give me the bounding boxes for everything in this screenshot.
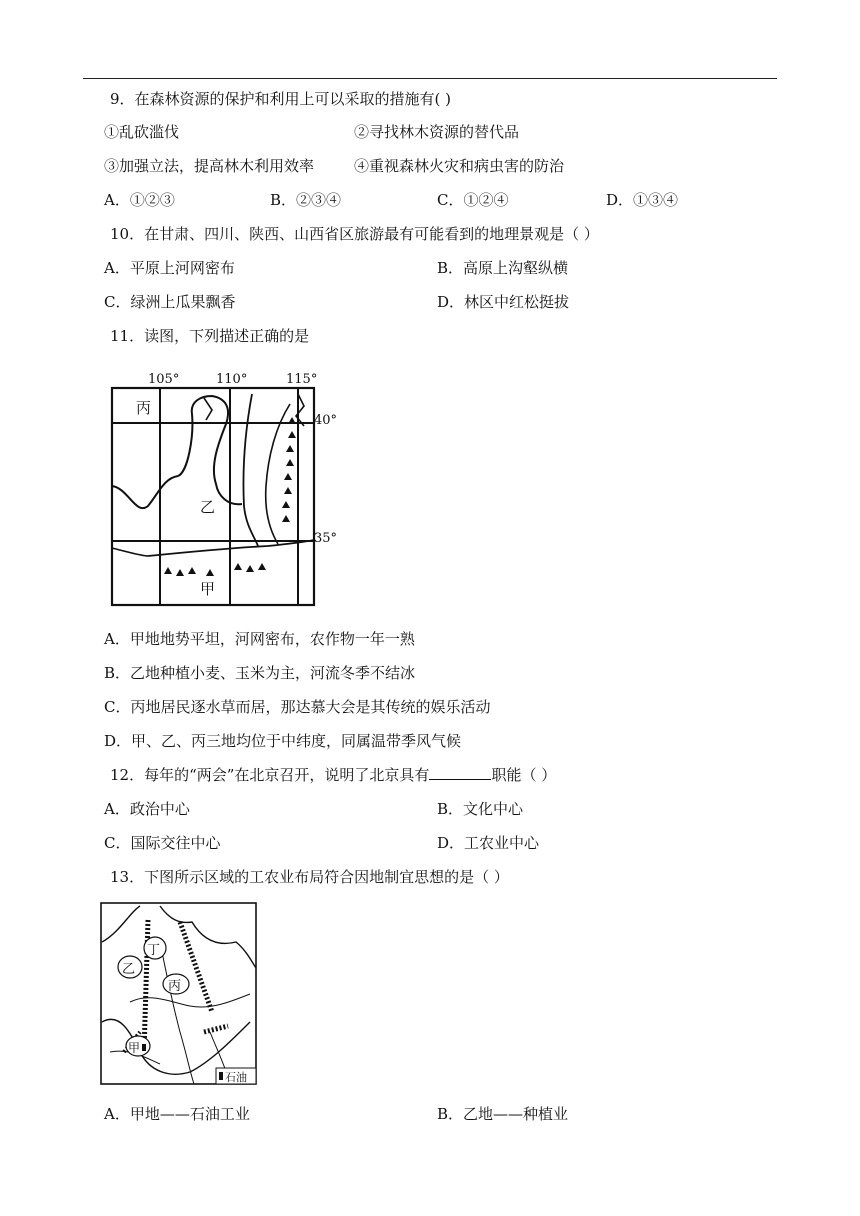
q11-map [108,366,348,608]
q11-map-lat-40: 40° [314,413,338,428]
q9-item-2: ②寻找林木资源的替代品 [354,123,520,141]
q11-map-lon-110: 110° [216,372,248,387]
q13-legend-oil-icon [219,1072,223,1080]
q10-option-b[interactable]: B．高原上沟壑纵横 [437,259,569,277]
q11-map-lon-115: 115° [286,372,318,387]
q12-option-a[interactable]: A．政治中心 [104,800,190,818]
q11-map-lon-105: 105° [148,372,180,387]
q9-stem: 9．在森林资源的保护和利用上可以采取的措施有( ) [110,90,452,108]
q13-map-label-ding: 丁 [147,943,161,958]
q11-option-a[interactable]: A．甲地地势平坦，河网密布，农作物一年一熟 [104,630,415,648]
q13-option-b[interactable]: B．乙地——种植业 [437,1105,569,1123]
q9-option-b[interactable]: B．②③④ [270,191,342,209]
header-rule [83,78,777,79]
q13-stem: 13．下图所示区域的工农业布局符合因地制宜思想的是（ ） [110,868,509,886]
q12-stem-part-b: 职能（ ） [491,766,557,784]
q13-map-label-jia: 甲 [128,1041,141,1055]
q13-map-oil-icon [142,1044,146,1051]
q10-option-a[interactable]: A．平原上河网密布 [104,259,235,277]
q11-map-label-bing: 丙 [136,399,152,417]
q10-option-c[interactable]: C．绿洲上瓜果飘香 [104,293,236,311]
q13-legend-label: 石油 [225,1071,247,1084]
q9-option-a[interactable]: A．①②③ [104,191,175,209]
q11-option-b[interactable]: B．乙地种植小麦、玉米为主，河流冬季不结冰 [104,664,416,682]
q13-map [100,902,258,1086]
q12-option-c[interactable]: C．国际交往中心 [104,834,221,852]
q9-option-c[interactable]: C．①②④ [437,191,509,209]
q11-map-lat-35: 35° [314,531,338,546]
q9-option-d[interactable]: D．①③④ [606,191,679,209]
q12-option-d[interactable]: D．工农业中心 [437,834,540,852]
q9-item-1: ①乱砍滥伐 [104,123,180,141]
q9-item-4: ④重视森林火灾和病虫害的防治 [354,157,565,175]
q12-stem-part-a: 12．每年的“两会”在北京召开，说明了北京具有 [110,766,430,784]
q12-answer-blank [429,765,491,780]
q11-map-label-yi: 乙 [200,498,216,516]
q11-option-d[interactable]: D．甲、乙、丙三地均位于中纬度，同属温带季风气候 [104,732,462,750]
q13-map-label-bing: 丙 [168,979,182,994]
q13-option-a[interactable]: A．甲地——石油工业 [104,1105,250,1123]
q11-map-label-jia: 甲 [200,580,216,598]
q10-stem: 10．在甘肃、四川、陕西、山西省区旅游最有可能看到的地理景观是（ ） [110,225,599,243]
q10-option-d[interactable]: D．林区中红松挺拔 [437,293,570,311]
q11-option-c[interactable]: C．丙地居民逐水草而居，那达慕大会是其传统的娱乐活动 [104,698,491,716]
q12-option-b[interactable]: B．文化中心 [437,800,524,818]
q13-map-label-yi: 乙 [122,962,136,977]
q11-stem: 11．读图，下列描述正确的是 [110,327,310,345]
q12-stem [110,765,556,785]
q9-item-3: ③加强立法，提高林木利用效率 [104,157,315,175]
